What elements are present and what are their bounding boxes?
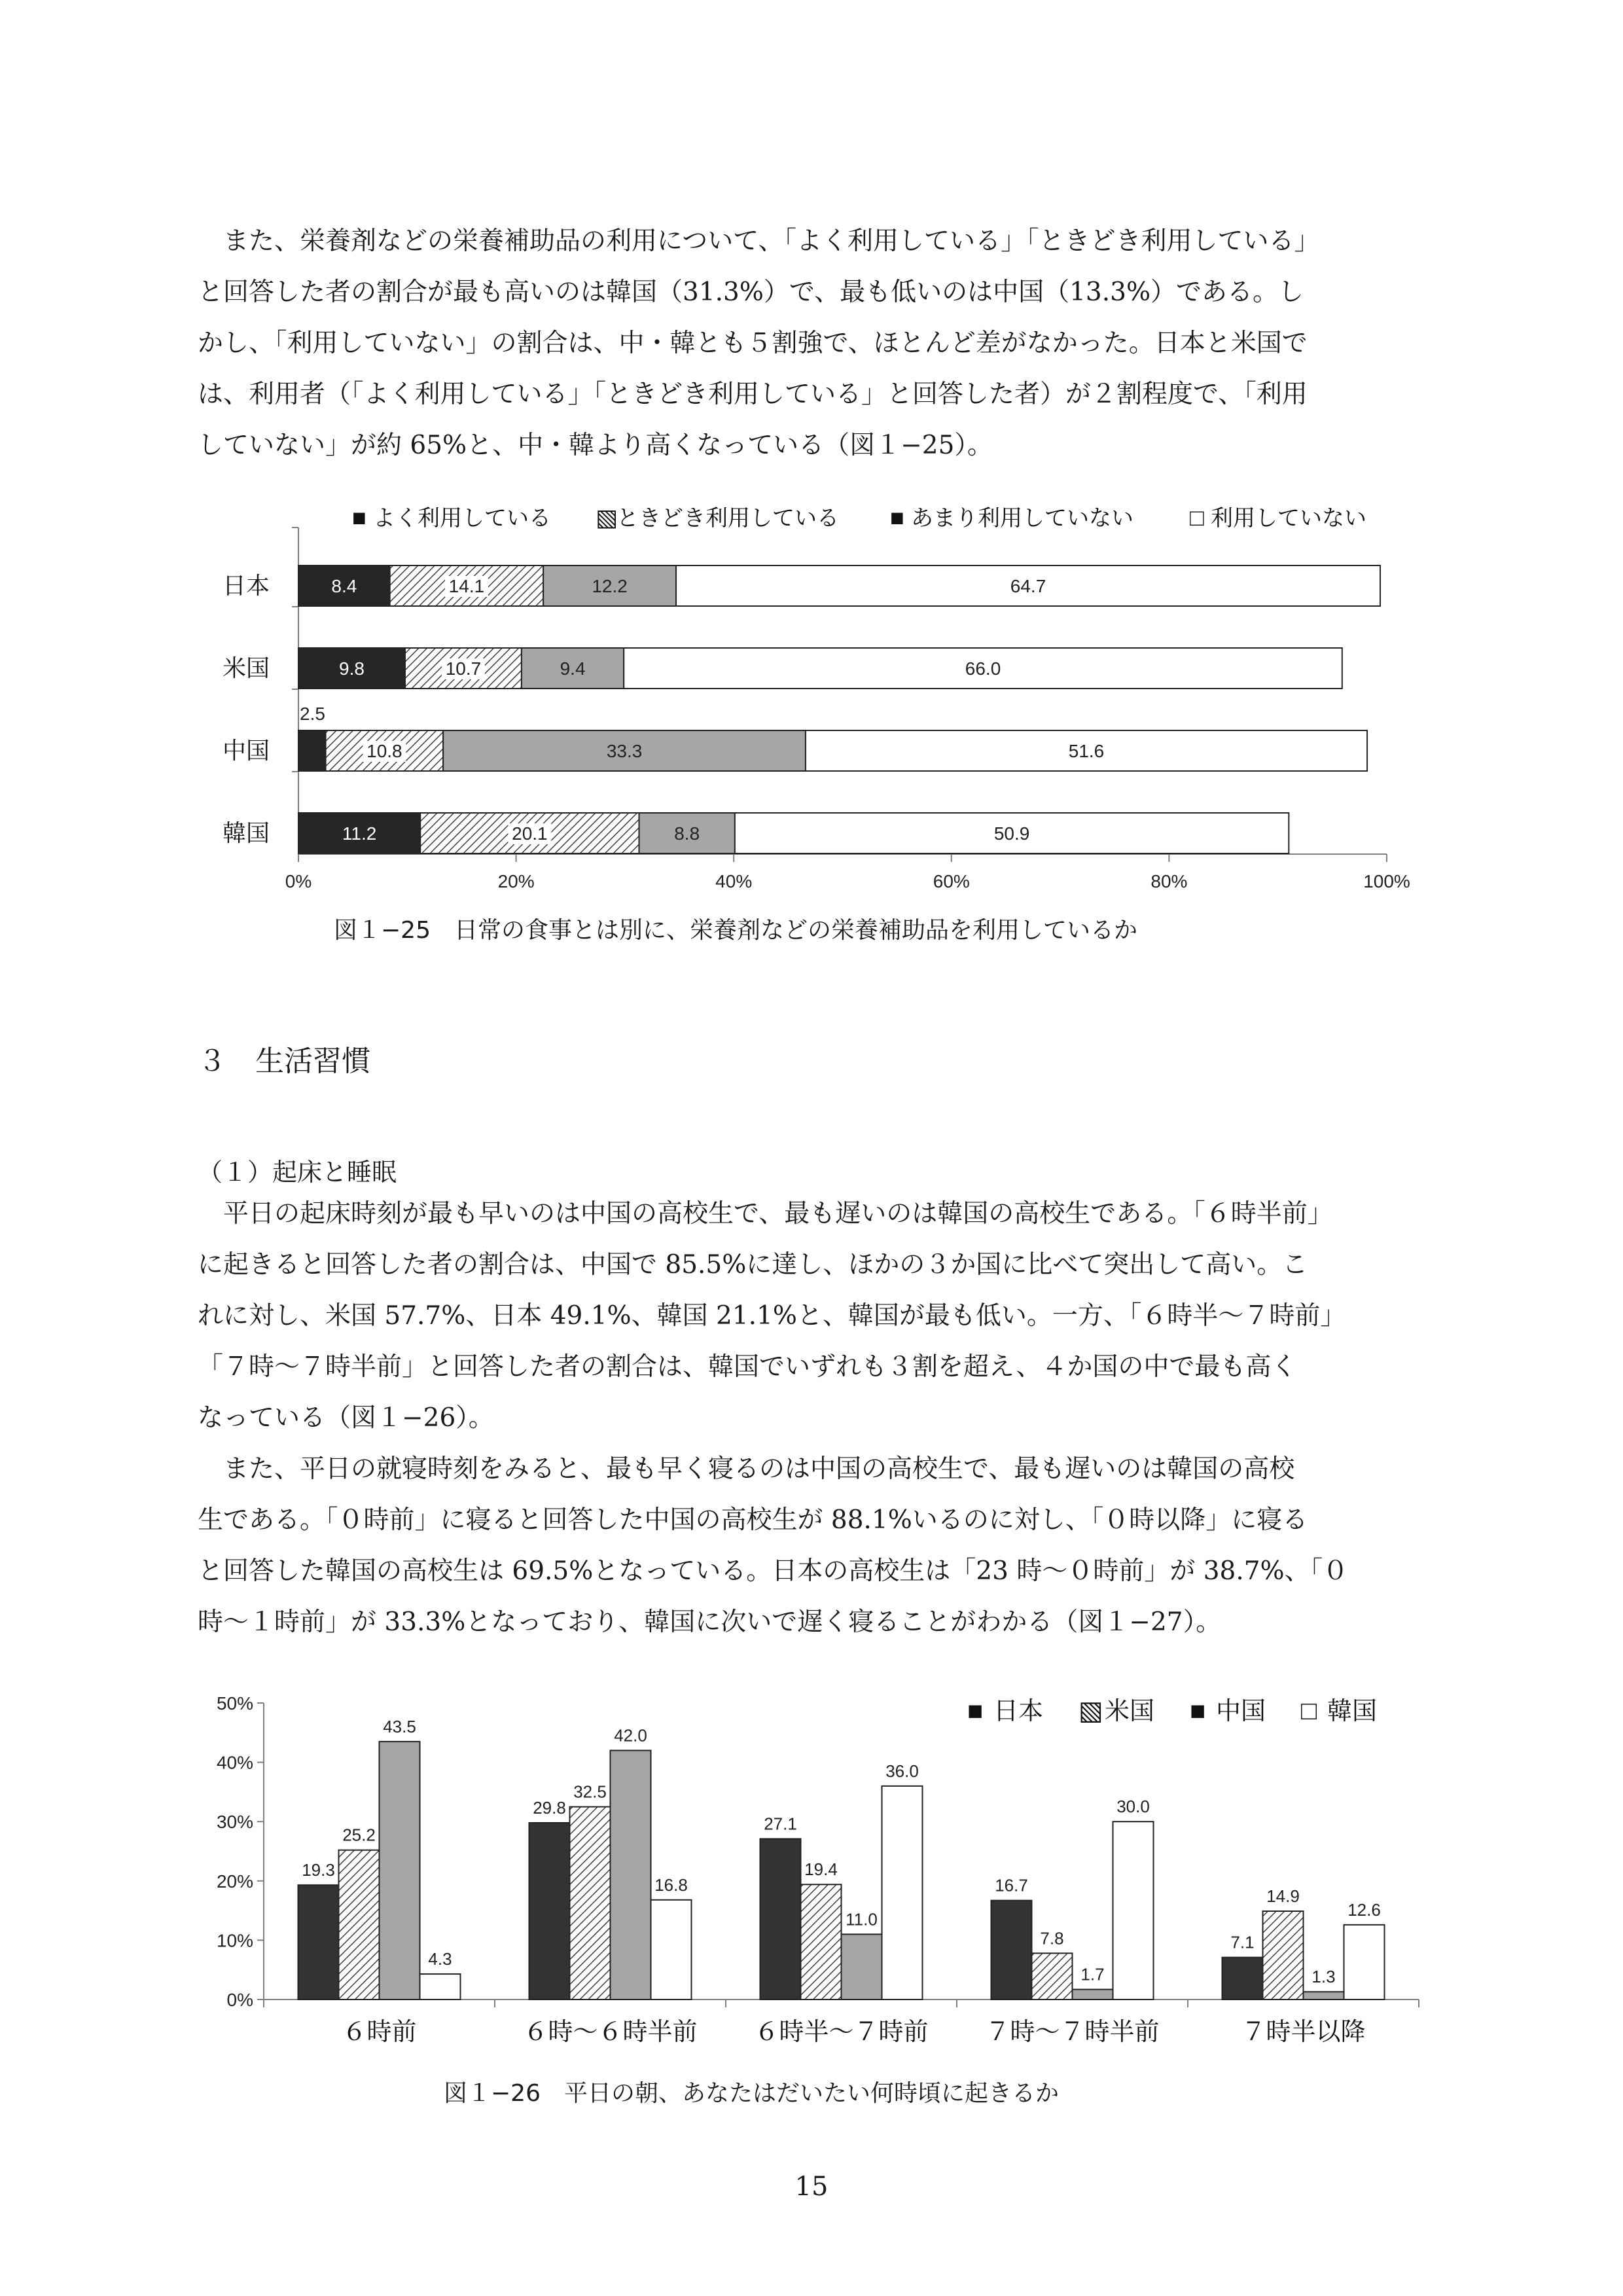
legend-label: 利用していない	[1211, 506, 1366, 531]
data-label: 51.6	[1068, 741, 1105, 761]
data-label: 30.0	[1116, 1797, 1150, 1817]
bar	[1073, 1990, 1113, 2000]
data-label: 20.1	[512, 823, 548, 844]
legend-marker: ■	[967, 1696, 984, 1725]
data-label: 11.2	[342, 823, 377, 844]
legend-marker: ■	[890, 504, 904, 531]
data-label: 7.8	[1040, 1928, 1064, 1948]
y-tick-label: 10%	[216, 1930, 253, 1951]
data-label: 19.4	[804, 1859, 838, 1880]
legend-label: ときどき利用している	[616, 506, 839, 531]
y-tick-label: 20%	[216, 1871, 253, 1892]
x-tick-label: 0%	[285, 871, 312, 891]
data-label: 9.4	[560, 658, 586, 679]
x-tick-label: 20%	[497, 871, 535, 891]
text-line: と回答した韓国の高校生は 69.5%となっている。日本の高校生は「23 時〜０時前」が 38.7%、「０	[198, 1556, 1349, 1586]
bar	[1222, 1958, 1263, 2000]
bar	[882, 1786, 923, 2000]
text-line: 平日の起床時刻が最も早いのは中国の高校生で、最も遅いのは韓国の高校生である。「６時半前」	[198, 1199, 1333, 1229]
text-line: また、平日の就寝時刻をみると、最も早く寝るのは中国の高校生で、最も遅いのは韓国の高校	[198, 1454, 1295, 1484]
data-label: 25.2	[342, 1825, 376, 1845]
category-label: 日本	[222, 572, 270, 599]
bedtime-paragraph	[198, 1444, 1441, 1648]
data-label: 1.7	[1080, 1964, 1105, 1984]
category-label: ６時前	[342, 2018, 417, 2046]
data-label: 9.8	[339, 658, 365, 679]
bar	[570, 1807, 611, 2000]
data-label: 2.5	[300, 704, 325, 724]
bar	[1032, 1953, 1073, 2000]
bar	[420, 1974, 461, 2000]
bar	[1113, 1821, 1154, 2000]
bar	[298, 1885, 339, 2000]
data-label: 16.7	[995, 1875, 1028, 1895]
section-heading: ３ 生活習慣	[198, 1045, 370, 1078]
bar	[1304, 1992, 1344, 2000]
text-line: 生である。「０時前」に寝ると回答した中国の高校生が 88.1%いるのに対し、「０時以降」に寝る	[198, 1505, 1308, 1535]
data-label: 43.5	[383, 1716, 416, 1736]
text-line: また、栄養剤などの栄養補助品の利用について、「よく利用している」「ときどき利用している」	[198, 226, 1320, 256]
data-label: 11.0	[846, 1909, 878, 1929]
legend-marker: ▧	[596, 504, 618, 531]
data-label: 12.6	[1347, 1899, 1381, 1920]
figure25-caption: 図１−25 日常の食事とは別に、栄養剤などの栄養補助品を利用しているか	[334, 917, 1137, 944]
data-label: 29.8	[533, 1798, 566, 1818]
y-tick-label: 40%	[216, 1752, 253, 1773]
figure25-stacked-bar-chart	[0, 0, 1623, 929]
data-label: 14.9	[1266, 1886, 1300, 1907]
bar	[801, 1884, 842, 2000]
data-label: 66.0	[965, 658, 1001, 679]
category-label: 韓国	[222, 819, 270, 846]
bar	[651, 1900, 692, 2000]
category-label: 中国	[222, 737, 270, 764]
data-label: 8.8	[674, 823, 700, 844]
x-tick-label: 80%	[1150, 871, 1188, 891]
text-line: なっている（図１−26）。	[198, 1403, 494, 1433]
legend-marker: □	[1301, 1696, 1317, 1725]
data-label: 4.3	[428, 1949, 452, 1969]
category-label: ６時〜６時半前	[523, 2018, 698, 2046]
data-label: 10.8	[366, 741, 402, 761]
bar	[380, 1742, 420, 2000]
data-label: 14.1	[448, 576, 485, 596]
data-label: 1.3	[1311, 1967, 1336, 1987]
data-label: 7.1	[1230, 1932, 1255, 1952]
data-label: 50.9	[993, 823, 1030, 844]
wakeup-paragraph	[198, 1189, 1441, 1444]
text-line: に起きると回答した者の割合は、中国で 85.5%に達し、ほかの３か国に比べて突出して高い。こ	[198, 1250, 1308, 1280]
data-label: 12.2	[592, 576, 628, 596]
data-label: 16.8	[654, 1874, 688, 1895]
legend-marker: ■	[1190, 1696, 1206, 1725]
page-number: 15	[794, 2172, 829, 2202]
y-tick-label: 30%	[216, 1812, 253, 1833]
data-label: 27.1	[764, 1814, 797, 1834]
legend-marker: □	[1190, 504, 1204, 531]
category-label: 米国	[222, 655, 270, 681]
text-line: は、利用者（「よく利用している」「ときどき利用している」と回答した者）が２割程度で、「利用	[198, 380, 1308, 409]
text-line: 「７時〜７時半前」と回答した者の割合は、韓国でいずれも３割を超え、４か国の中で最も高く	[198, 1352, 1297, 1382]
legend-marker: ▧	[1079, 1696, 1103, 1725]
legend-label: 韓国	[1327, 1698, 1378, 1725]
legend-marker: ■	[352, 504, 366, 531]
category-label: ７時半以降	[1241, 2018, 1366, 2046]
legend-label: 米国	[1105, 1698, 1155, 1725]
x-tick-label: 60%	[933, 871, 970, 891]
bar-segment	[298, 730, 326, 771]
bar	[842, 1934, 882, 2000]
text-line: れに対し、米国 57.7%、日本 49.1%、韓国 21.1%と、韓国が最も低い。一方、「６時半〜７時前」	[198, 1301, 1346, 1331]
category-label: ６時半〜７時前	[754, 2018, 929, 2046]
data-label: 42.0	[614, 1725, 647, 1746]
figure26-grouped-bar-chart	[0, 1662, 1623, 2081]
data-label: 19.3	[302, 1860, 335, 1880]
bar	[529, 1823, 570, 2000]
data-label: 10.7	[445, 658, 482, 679]
x-tick-label: 40%	[715, 871, 753, 891]
data-label: 8.4	[331, 576, 357, 596]
data-label: 36.0	[885, 1761, 919, 1781]
data-label: 32.5	[573, 1782, 607, 1802]
category-label: ７時〜７時半前	[985, 2018, 1160, 2046]
figure26-caption: 図１−26 平日の朝、あなたはだいたい何時頃に起きるか	[444, 2080, 1059, 2107]
data-label: 64.7	[1010, 576, 1046, 596]
x-tick-label: 100%	[1363, 871, 1410, 891]
text-line: 時〜１時前」が 33.3%となっており、韓国に次いで遅く寝ることがわかる（図１−27）。	[198, 1607, 1222, 1637]
bar	[611, 1750, 651, 2000]
subsection-heading: （１）起床と睡眠	[198, 1158, 397, 1187]
legend-label: あまり利用していない	[911, 506, 1133, 531]
y-tick-label: 0%	[226, 1990, 253, 2010]
text-line: していない」が約 65%と、中・韓より高くなっている（図１−25）。	[198, 431, 993, 460]
legend-label: 中国	[1216, 1698, 1266, 1725]
legend-label: よく利用している	[373, 506, 551, 531]
legend-label: 日本	[993, 1698, 1044, 1725]
bar	[339, 1850, 380, 2000]
y-tick-label: 50%	[216, 1693, 253, 1713]
text-line: と回答した者の割合が最も高いのは韓国（31.3%）で、最も低いのは中国（13.3%）である。し	[198, 278, 1304, 307]
bar	[1344, 1925, 1385, 2000]
data-label: 33.3	[606, 741, 643, 761]
bar	[1263, 1911, 1304, 2000]
text-line: かし、「利用していない」の割合は、中・韓とも５割強で、ほとんど差がなかった。日本と米国で	[198, 329, 1308, 358]
bar	[760, 1839, 801, 2000]
bar	[991, 1901, 1032, 2000]
